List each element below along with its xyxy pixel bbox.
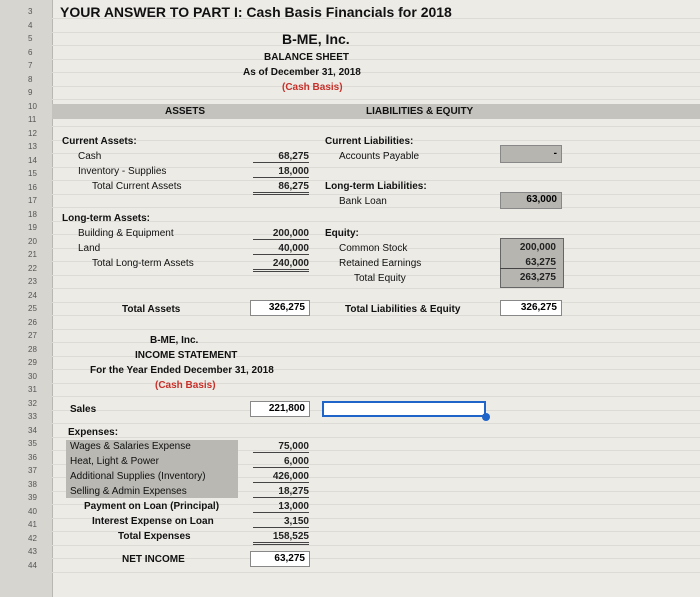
bank-loan-label: Bank Loan <box>339 196 387 207</box>
gridline <box>52 126 700 127</box>
liabilities-header: LIABILITIES & EQUITY <box>366 106 474 117</box>
equity-label: Equity: <box>325 228 359 239</box>
gridline <box>52 437 700 438</box>
lt-liabilities-label: Long-term Liabilities: <box>325 181 427 192</box>
row-number[interactable]: 41 <box>28 520 37 529</box>
row-number[interactable]: 19 <box>28 223 37 232</box>
gridline <box>52 383 700 384</box>
wages-label: Wages & Salaries Expense <box>70 441 191 452</box>
row-number[interactable]: 22 <box>28 263 37 273</box>
gridline <box>52 288 700 289</box>
gridline <box>52 396 700 397</box>
is-heading: INCOME STATEMENT <box>135 350 238 361</box>
expenses-label: Expenses: <box>68 427 119 438</box>
total-expenses-label: Total Expenses <box>118 531 191 542</box>
gridline <box>52 86 700 87</box>
row-number[interactable]: 14 <box>28 155 37 165</box>
row-header-column <box>0 0 53 597</box>
cash-label: Cash <box>78 151 102 162</box>
row-number[interactable]: 44 <box>28 560 37 570</box>
row-number[interactable]: 33 <box>28 412 37 421</box>
row-number[interactable]: 21 <box>28 250 37 259</box>
gridline <box>52 302 700 303</box>
loan-payment-label: Payment on Loan (Principal) <box>84 501 220 512</box>
row-number[interactable]: 29 <box>28 358 37 367</box>
cash-value[interactable]: 68,275 <box>253 151 309 163</box>
interest-value[interactable]: 3,150 <box>253 516 309 528</box>
building-value[interactable]: 200,000 <box>253 228 309 240</box>
sheet-title: YOUR ANSWER TO PART I: Cash Basis Financials for 2018 <box>60 4 452 20</box>
row-number[interactable]: 9 <box>28 88 33 97</box>
gridline <box>52 423 700 424</box>
row-number[interactable]: 6 <box>28 47 33 57</box>
land-label: Land <box>78 243 101 254</box>
assets-header: ASSETS <box>165 106 206 117</box>
bank-loan-value[interactable]: 63,000 <box>500 192 562 209</box>
row-number[interactable]: 30 <box>28 371 37 381</box>
row-number[interactable]: 13 <box>28 142 37 151</box>
total-assets-label: Total Assets <box>122 304 181 315</box>
total-equity-label: Total Equity <box>354 273 406 284</box>
additional-supplies-value[interactable]: 426,000 <box>253 471 309 483</box>
row-number[interactable]: 15 <box>28 169 37 178</box>
row-number[interactable]: 34 <box>28 425 37 435</box>
row-number[interactable]: 27 <box>28 331 37 340</box>
accounts-payable-label: Accounts Payable <box>339 151 420 162</box>
common-stock-value[interactable]: 200,000 <box>519 242 556 253</box>
row-number[interactable]: 26 <box>28 317 37 327</box>
gridline <box>52 45 700 46</box>
interest-label: Interest Expense on Loan <box>92 516 214 527</box>
row-number[interactable]: 12 <box>28 128 37 138</box>
inventory-label: Inventory - Supplies <box>78 166 167 177</box>
gridline <box>52 32 700 33</box>
total-liab-equity-value[interactable]: 326,275 <box>500 300 562 316</box>
gridline <box>52 99 700 100</box>
land-value[interactable]: 40,000 <box>253 243 309 255</box>
gridline <box>52 315 700 316</box>
row-number[interactable]: 16 <box>28 182 37 192</box>
row-number[interactable]: 24 <box>28 290 37 300</box>
row-number[interactable]: 36 <box>28 452 37 462</box>
gridline <box>52 72 700 73</box>
accounts-payable-value[interactable]: - <box>500 145 562 163</box>
gridline <box>52 194 700 195</box>
heat-value[interactable]: 6,000 <box>253 456 309 468</box>
row-number[interactable]: 18 <box>28 209 37 219</box>
current-liabilities-label: Current Liabilities: <box>325 136 414 147</box>
row-number[interactable]: 11 <box>28 115 37 124</box>
is-basis: (Cash Basis) <box>155 380 216 391</box>
selling-admin-value[interactable]: 18,275 <box>253 486 309 498</box>
gridline <box>52 59 700 60</box>
is-period: For the Year Ended December 31, 2018 <box>90 365 274 376</box>
row-number[interactable]: 32 <box>28 398 37 408</box>
current-assets-label: Current Assets: <box>62 136 137 147</box>
row-number[interactable]: 43 <box>28 547 37 556</box>
total-current-assets-label: Total Current Assets <box>92 181 182 192</box>
loan-payment-value[interactable]: 13,000 <box>253 501 309 513</box>
bs-heading: BALANCE SHEET <box>264 52 350 63</box>
fill-handle[interactable] <box>482 413 490 421</box>
sales-label: Sales <box>70 404 97 415</box>
retained-earnings-value[interactable]: 63,275 <box>500 257 556 269</box>
row-number[interactable]: 23 <box>28 277 37 286</box>
total-expenses-value[interactable]: 158,525 <box>253 531 309 545</box>
additional-supplies-label: Additional Supplies (Inventory) <box>70 471 206 482</box>
gridline <box>52 329 700 330</box>
gridline <box>52 207 700 208</box>
gridline <box>52 572 700 573</box>
row-number[interactable]: 5 <box>28 34 33 43</box>
lt-assets-label: Long-term Assets: <box>62 213 150 224</box>
inventory-value[interactable]: 18,000 <box>253 166 309 178</box>
row-number[interactable]: 10 <box>28 101 37 111</box>
row-number[interactable]: 3 <box>28 7 33 16</box>
row-number[interactable]: 38 <box>28 479 37 489</box>
retained-earnings-label: Retained Earnings <box>339 258 422 269</box>
total-liab-equity-label: Total Liabilities & Equity <box>345 304 461 315</box>
total-current-assets-value[interactable]: 86,275 <box>253 181 309 195</box>
row-number[interactable]: 25 <box>28 304 37 313</box>
total-equity-value[interactable]: 263,275 <box>519 272 556 283</box>
bs-company: B-ME, Inc. <box>282 31 350 47</box>
bs-basis: (Cash Basis) <box>282 82 343 93</box>
net-income-value[interactable]: 63,275 <box>250 551 310 567</box>
row-number[interactable]: 20 <box>28 236 37 246</box>
wages-value[interactable]: 75,000 <box>253 441 309 453</box>
row-number[interactable]: 17 <box>28 196 37 205</box>
row-number[interactable]: 35 <box>28 439 37 448</box>
selected-cell[interactable] <box>322 401 486 417</box>
total-lt-assets-value[interactable]: 240,000 <box>253 258 309 272</box>
building-label: Building & Equipment <box>78 228 174 239</box>
selling-admin-label: Selling & Admin Expenses <box>70 486 187 497</box>
net-income-label: NET INCOME <box>122 554 185 565</box>
is-company: B-ME, Inc. <box>150 335 199 346</box>
sales-value[interactable]: 221,800 <box>250 401 310 417</box>
row-number[interactable]: 4 <box>28 20 33 30</box>
total-assets-value[interactable]: 326,275 <box>250 300 310 316</box>
common-stock-label: Common Stock <box>339 243 408 254</box>
row-number[interactable]: 7 <box>28 61 33 70</box>
row-number[interactable]: 28 <box>28 344 37 354</box>
row-number[interactable]: 31 <box>28 385 37 394</box>
total-lt-assets-label: Total Long-term Assets <box>92 258 194 269</box>
row-number[interactable]: 8 <box>28 74 33 84</box>
row-number[interactable]: 39 <box>28 493 37 502</box>
heat-label: Heat, Light & Power <box>70 456 159 467</box>
gridline <box>52 545 700 546</box>
bs-date: As of December 31, 2018 <box>243 67 361 78</box>
row-number[interactable]: 40 <box>28 506 37 516</box>
row-number[interactable]: 42 <box>28 533 37 543</box>
row-number[interactable]: 37 <box>28 466 37 475</box>
